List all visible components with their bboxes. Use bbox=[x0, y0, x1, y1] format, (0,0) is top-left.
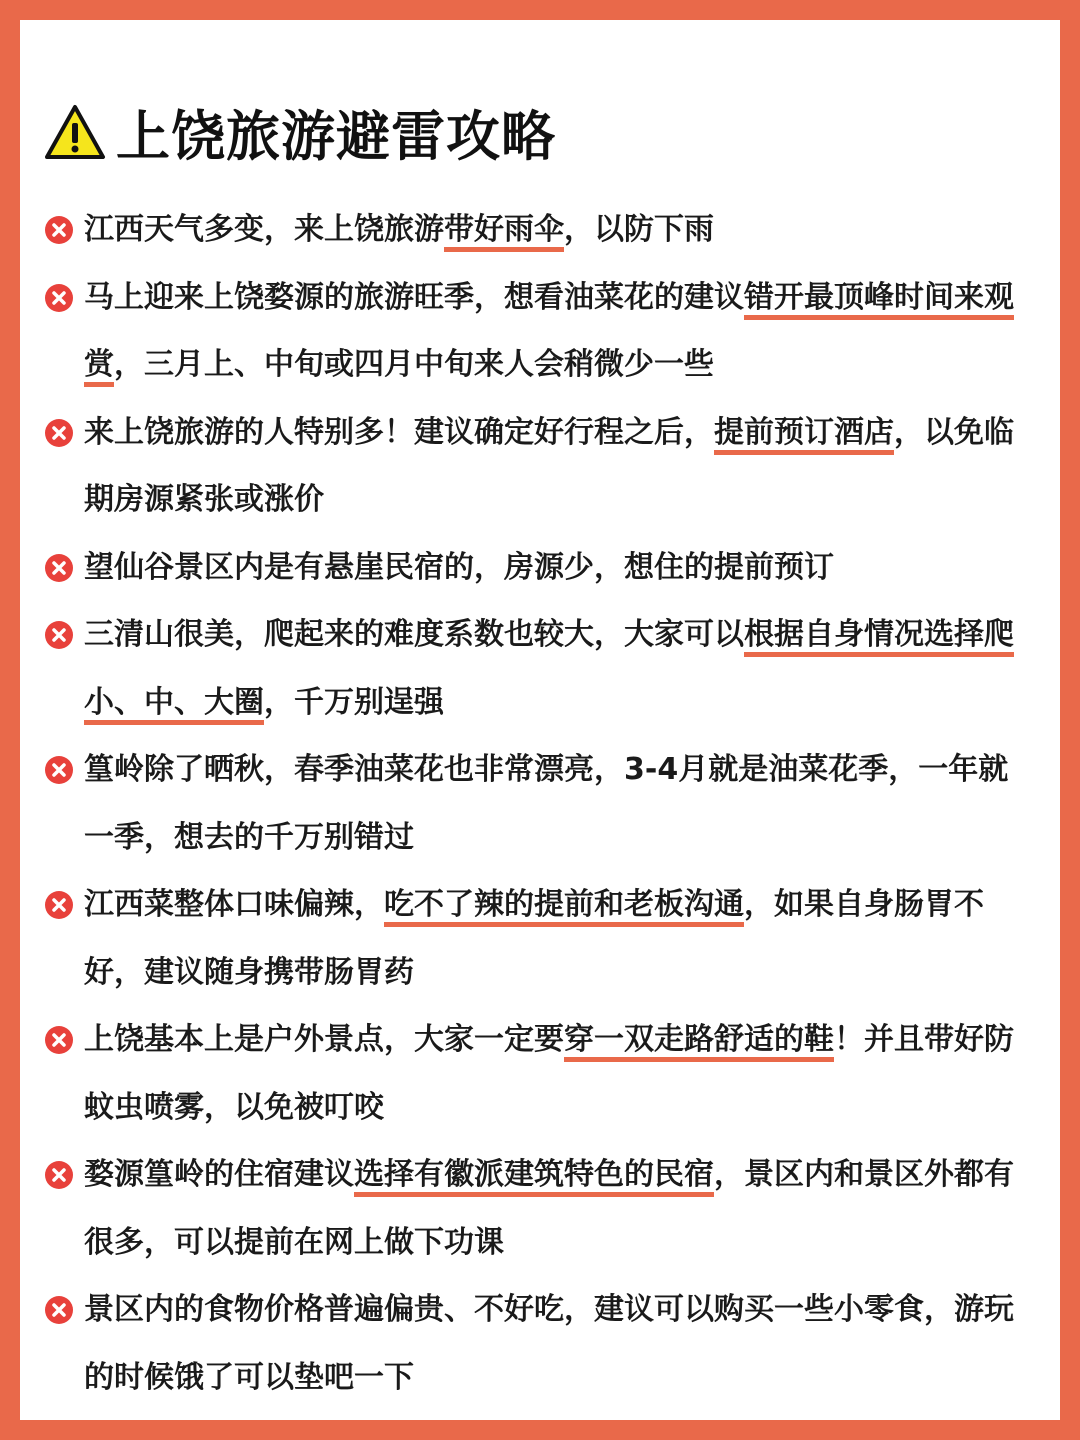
tips-list bbox=[44, 196, 1034, 1411]
tip-text: 篁岭除了晒秋，春季油菜花也非常漂亮，3-4月就是油菜花季，一年就一季，想去的千万别错过 bbox=[84, 752, 1009, 855]
tip-text: 婺源篁岭的住宿建议 bbox=[84, 1157, 354, 1192]
tip-text: 江西天气多变，来上饶旅游 bbox=[84, 212, 444, 247]
red-x-icon bbox=[44, 553, 74, 583]
red-x-icon bbox=[44, 890, 74, 920]
tip-text-after: ，以防下雨 bbox=[564, 212, 714, 247]
tip-item bbox=[44, 871, 1034, 1006]
tip-item bbox=[44, 601, 1034, 736]
page-title: 上饶旅游避雷攻略 bbox=[116, 104, 556, 168]
tip-item bbox=[44, 264, 1034, 399]
tip-text-after: ，千万别逞强 bbox=[264, 684, 444, 720]
tip-text-after: ，如果自身肠胃不好，建议随身携带肠胃药 bbox=[84, 887, 984, 990]
red-x-icon bbox=[44, 1025, 74, 1055]
warning-triangle-icon bbox=[44, 104, 106, 160]
tip-item bbox=[44, 534, 1034, 602]
red-x-icon bbox=[44, 215, 74, 245]
red-x-icon bbox=[44, 1160, 74, 1190]
tip-highlight: 吃不了辣的提前和老板沟通 bbox=[384, 887, 744, 922]
tip-item bbox=[44, 1276, 1034, 1411]
tip-highlight: 根据自身情况选择爬小、中、大圈 bbox=[84, 617, 1014, 720]
tip-item bbox=[44, 1006, 1034, 1141]
red-x-icon bbox=[44, 620, 74, 650]
red-x-icon bbox=[44, 755, 74, 785]
title-row bbox=[44, 92, 556, 172]
tip-item bbox=[44, 399, 1034, 534]
tip-item bbox=[44, 196, 1034, 264]
red-x-icon bbox=[44, 283, 74, 313]
tip-highlight: 选择有徽派建筑特色的民宿 bbox=[354, 1157, 714, 1192]
tip-text: 上饶基本上是户外景点，大家一定要 bbox=[84, 1022, 564, 1057]
tip-text-after: ，景区内和景区外都有很多，可以提前在网上做下功课 bbox=[84, 1157, 1014, 1260]
tip-text: 望仙谷景区内是有悬崖民宿的，房源少，想住的提前预订 bbox=[84, 549, 834, 585]
tip-text: 景区内的食物价格普遍偏贵、不好吃，建议可以购买一些小零食，游玩的时候饿了可以垫吧一下 bbox=[84, 1292, 1014, 1395]
page-frame bbox=[20, 20, 1060, 1420]
tip-item bbox=[44, 1141, 1034, 1276]
tip-item bbox=[44, 736, 1034, 871]
tip-text: 江西菜整体口味偏辣， bbox=[84, 887, 384, 922]
tip-highlight: 穿一双走路舒适的鞋 bbox=[564, 1022, 834, 1057]
tip-text-after: ，三月上、中旬或四月中旬来人会稍微少一些 bbox=[114, 347, 714, 382]
red-x-icon bbox=[44, 418, 74, 448]
tip-highlight: 错开最顶峰时间来观赏 bbox=[84, 279, 1014, 382]
tip-text: 来上饶旅游的人特别多！建议确定好行程之后， bbox=[84, 414, 714, 450]
tip-text-after: ！并且带好防蚊虫喷雾，以免被叮咬 bbox=[84, 1022, 1014, 1125]
tip-highlight: 带好雨伞 bbox=[444, 212, 564, 247]
red-x-icon bbox=[44, 1295, 74, 1325]
tip-text: 马上迎来上饶婺源的旅游旺季，想看油菜花的建议 bbox=[84, 279, 744, 315]
tip-highlight: 提前预订酒店 bbox=[714, 414, 894, 450]
tip-text: 三清山很美，爬起来的难度系数也较大，大家可以 bbox=[84, 617, 744, 652]
tip-text-after: ，以免临期房源紧张或涨价 bbox=[84, 414, 1014, 517]
